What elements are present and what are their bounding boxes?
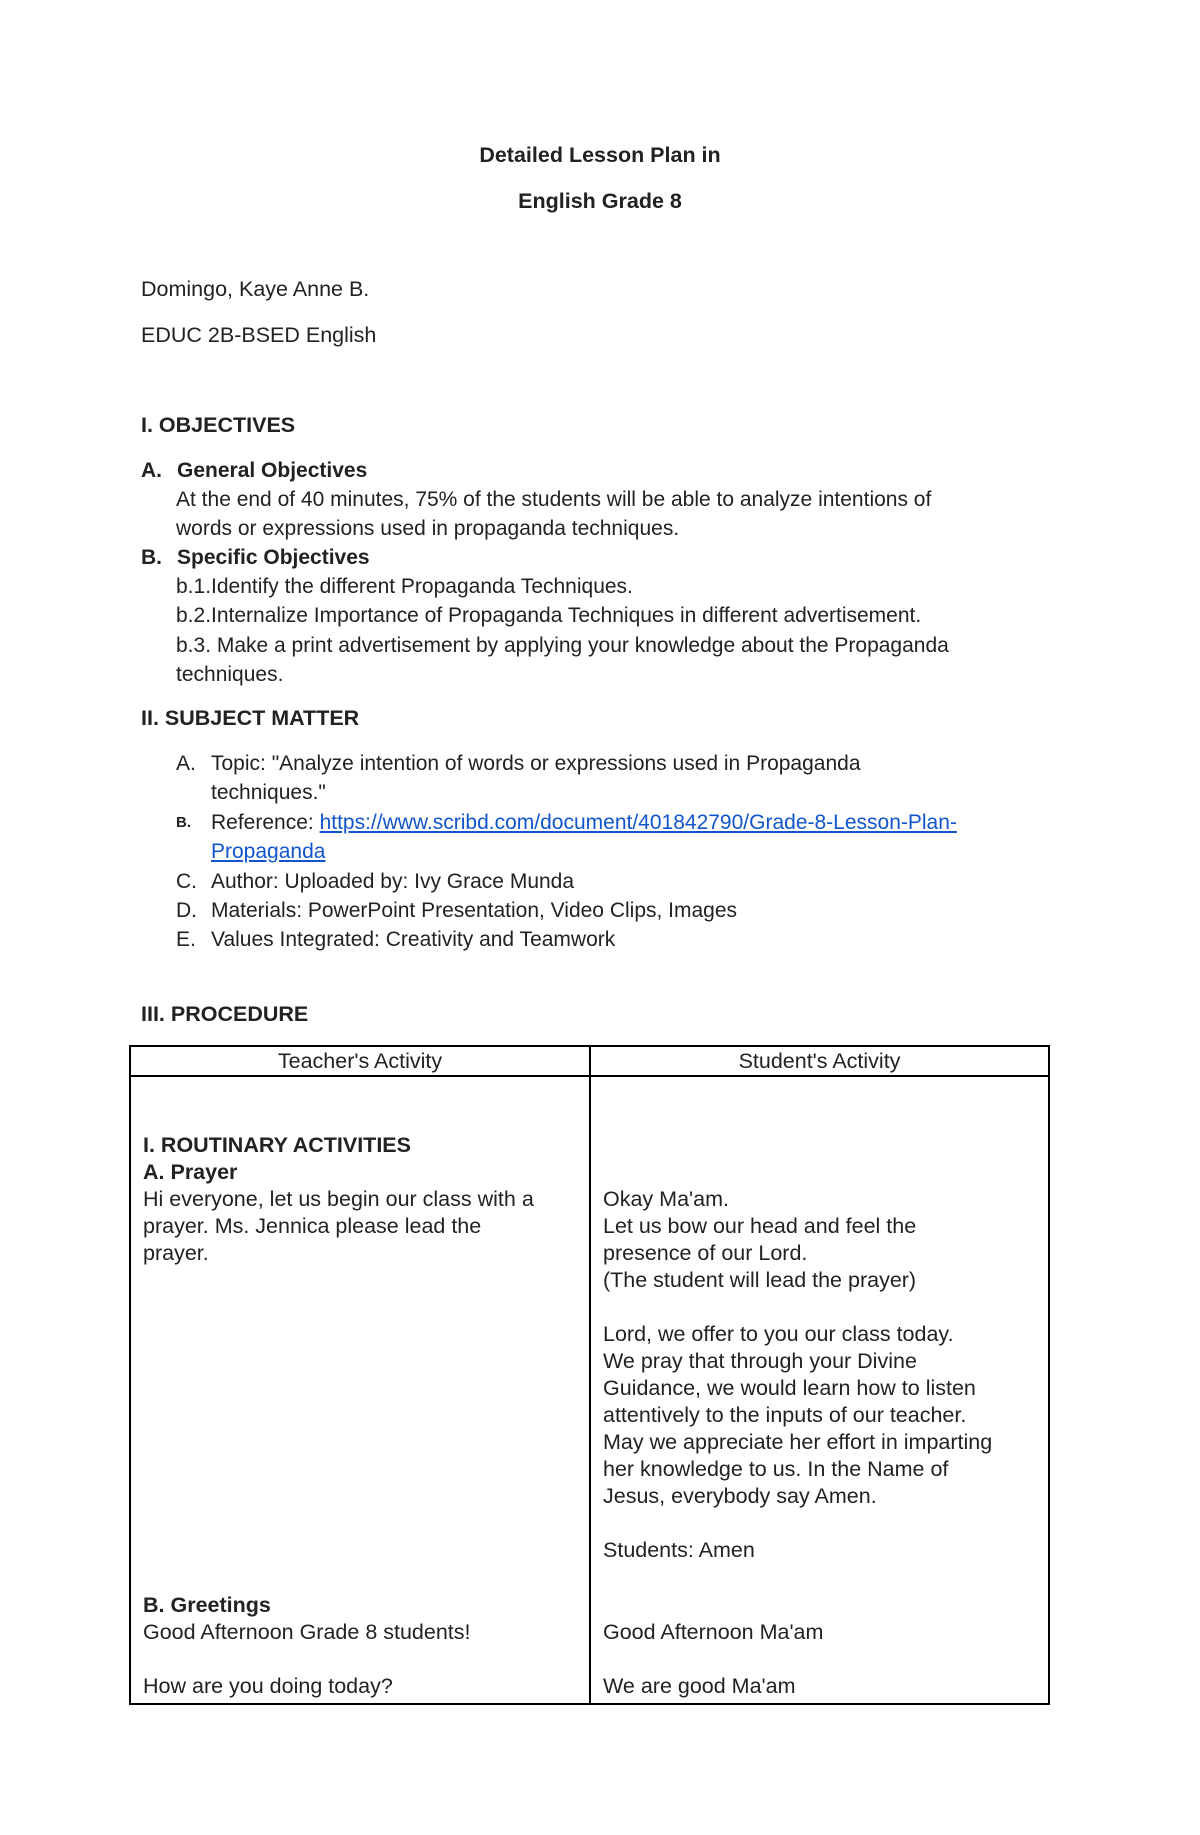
general-objectives-title: General Objectives: [177, 459, 368, 482]
greeting-line-2: How are you doing today?: [143, 1674, 393, 1698]
student-line-12: Students: Amen: [603, 1538, 755, 1562]
student-line-3: presence of our Lord.: [603, 1241, 808, 1265]
reference-line-2: [211, 837, 325, 866]
subject-item-c-letter: C.: [176, 870, 197, 893]
student-line-2: Let us bow our head and feel the: [603, 1214, 917, 1238]
title-line-2: English Grade 8: [518, 189, 682, 213]
student-line-14: We are good Ma'am: [603, 1674, 796, 1698]
student-line-10: her knowledge to us. In the Name of: [603, 1457, 949, 1481]
reference-prefix: Reference:: [211, 811, 320, 834]
specific-objective-3a: b.3. Make a print advertisement by applying your knowledge about the Propaganda: [176, 634, 949, 657]
student-line-13: Good Afternoon Ma'am: [603, 1620, 824, 1644]
author-text: Author: Uploaded by: Ivy Grace Munda: [211, 870, 575, 893]
student-line-1: Okay Ma'am.: [603, 1187, 729, 1211]
subject-matter-heading: II. SUBJECT MATTER: [141, 706, 360, 730]
prayer-line-3: prayer.: [143, 1241, 209, 1265]
author-name: Domingo, Kaye Anne B.: [141, 277, 370, 301]
reference-line-1: [211, 808, 957, 837]
routinary-activities-heading: I. ROUTINARY ACTIVITIES: [143, 1133, 411, 1157]
general-objectives-letter: A.: [141, 459, 162, 482]
general-objective-text-2: words or expressions used in propaganda techniques.: [176, 517, 680, 540]
student-line-7: Guidance, we would learn how to listen: [603, 1376, 976, 1400]
topic-text-1: Topic: "Analyze intention of words or expressions used in Propaganda: [211, 752, 861, 775]
subject-item-a-letter: A.: [176, 752, 196, 775]
general-objective-text-1: At the end of 40 minutes, 75% of the students will be able to analyze intentions of: [176, 488, 932, 511]
student-activity-header: Student's Activity: [590, 1046, 1049, 1076]
student-line-4: (The student will lead the prayer): [603, 1268, 917, 1292]
subject-item-d-letter: D.: [176, 899, 197, 922]
specific-objective-2: b.2.Internalize Importance of Propaganda Techniques in different advertisement.: [176, 604, 922, 627]
specific-objective-1: b.1.Identify the different Propaganda Techniques.: [176, 575, 633, 598]
specific-objectives-letter: B.: [141, 546, 162, 569]
course-name: EDUC 2B-BSED English: [141, 323, 377, 347]
teacher-activity-cell: [130, 1076, 590, 1704]
teacher-activity-header: Teacher's Activity: [130, 1046, 590, 1076]
general-objectives-label: [141, 456, 367, 485]
procedure-table: [129, 1045, 1050, 1705]
subject-item-e-letter: E.: [176, 928, 196, 951]
prayer-line-2: prayer. Ms. Jennica please lead the: [143, 1214, 482, 1238]
specific-objectives-title: Specific Objectives: [177, 546, 370, 569]
greetings-heading: B. Greetings: [143, 1593, 271, 1617]
specific-objectives-label: [141, 543, 370, 572]
procedure-table-header: [130, 1046, 1049, 1076]
materials-text: Materials: PowerPoint Presentation, Video Clips, Images: [211, 899, 738, 922]
greeting-line-1: Good Afternoon Grade 8 students!: [143, 1620, 471, 1644]
student-line-11: Jesus, everybody say Amen.: [603, 1484, 877, 1508]
specific-objective-3b: techniques.: [176, 663, 284, 686]
student-line-5: Lord, we offer to you our class today.: [603, 1322, 954, 1346]
values-text: Values Integrated: Creativity and Teamwork: [211, 928, 616, 951]
subject-item-b-letter: B.: [176, 814, 191, 831]
prayer-line-1: Hi everyone, let us begin our class with a: [143, 1187, 534, 1211]
student-activity-cell: [590, 1076, 1049, 1704]
reference-link[interactable]: https://www.scribd.com/document/401842790/Grade-8-Lesson-Plan-: [319, 811, 957, 834]
procedure-heading: III. PROCEDURE: [141, 1002, 309, 1026]
student-line-8: attentively to the inputs of our teacher.: [603, 1403, 967, 1427]
reference-link-continued[interactable]: Propaganda: [211, 840, 326, 863]
title-line-1: Detailed Lesson Plan in: [479, 143, 721, 167]
student-line-6: We pray that through your Divine: [603, 1349, 917, 1373]
prayer-heading: A. Prayer: [143, 1160, 238, 1184]
topic-text-2: techniques.": [211, 781, 326, 804]
student-line-9: May we appreciate her effort in imparting: [603, 1430, 993, 1454]
procedure-table-row: [130, 1076, 1049, 1704]
objectives-heading: I. OBJECTIVES: [141, 413, 296, 437]
